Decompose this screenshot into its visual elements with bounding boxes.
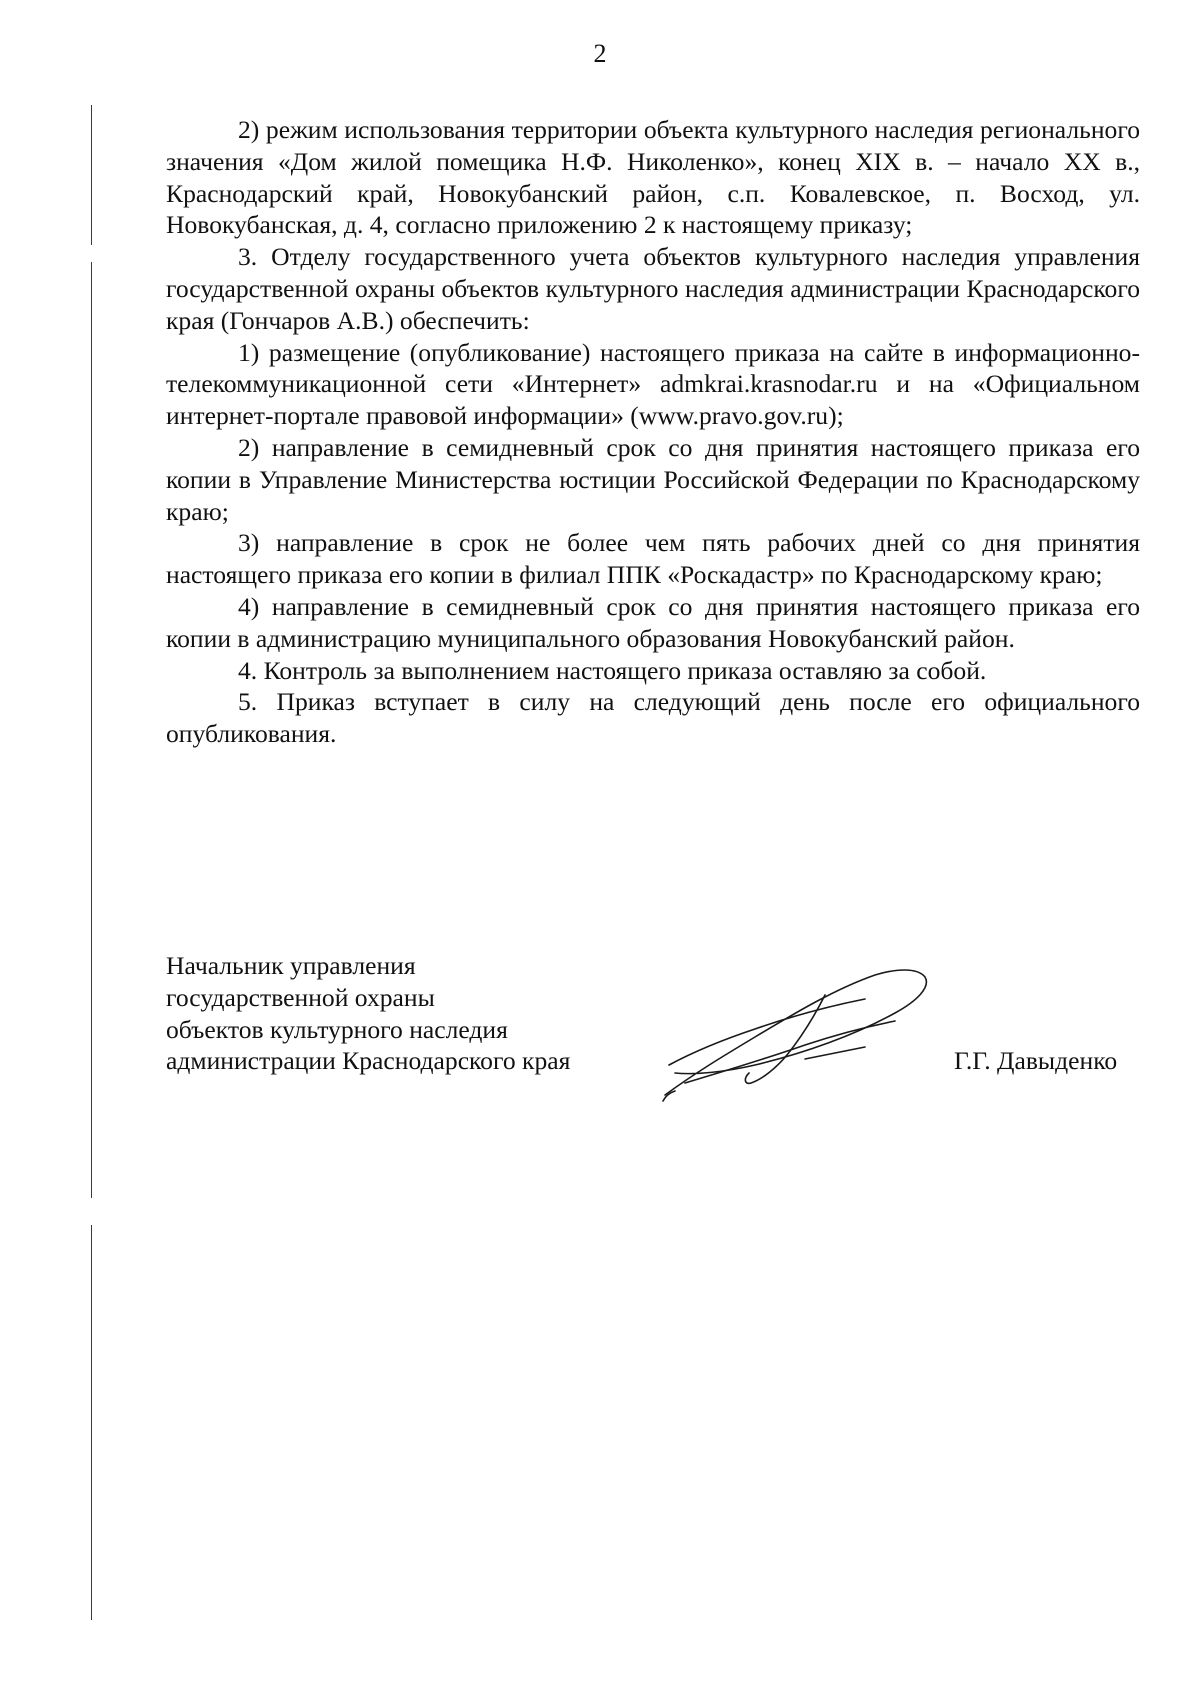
page-number: 2 <box>593 39 607 68</box>
paragraph-subitem-3-roskadastr: 3) направление в срок не более чем пять рабочих дней со дня принятия настоящего приказа его копии в филиал ППК «Роскадастр» по Краснодарскому краю; <box>166 528 1140 590</box>
paragraph-item-3-department: 3. Отделу государственного учета объектов культурного наследия управления государственной охраны объектов культурного наследия администрации Краснодарского края (Гончаров А.В.) обеспечить: <box>166 242 1140 335</box>
signatory-position-line: государственной охраны <box>166 982 435 1012</box>
paragraph-item-5-effect: 5. Приказ вступает в силу на следующий день после его официального опубликования. <box>166 687 1140 749</box>
signatory-position-line: объектов культурного наследия <box>166 1014 508 1044</box>
handwritten-signature <box>655 955 935 1105</box>
signatory-position-line: Начальник управления <box>166 951 416 980</box>
margin-line-top <box>91 105 92 245</box>
paragraph-item-4-control: 4. Контроль за выполнением настоящего приказа оставляю за собой. <box>238 655 987 685</box>
signatory-position <box>166 950 570 1077</box>
paragraph-subitem-2-ministry: 2) направление в семидневный срок со дня принятия настоящего приказа его копии в Управление Министерства юстиции Российской Федерации по Краснодарскому краю; <box>166 432 1140 526</box>
margin-line-bottom <box>91 1225 92 1620</box>
signatory-position-line: администрации Краснодарского края <box>166 1046 571 1076</box>
signatory-name: Г.Г. Давыденко <box>954 1046 1118 1075</box>
paragraph-subitem-1-publication: 1) размещение (опубликование) настоящего приказа на сайте в информационно-телекоммуникационной сети «Интернет» admkrai.krasnodar.ru и на «Официальном интернет-портале правовой информации» (www.pravo.gov.ru); <box>166 337 1140 431</box>
margin-line-middle <box>91 262 92 1198</box>
paragraph-item-2-regime: 2) режим использования территории объекта культурного наследия регионального значения «Дом жилой помещика Н.Ф. Николенко», конец XIX в. – начало XX в., Краснодарский край, Новокубанский район, с.п. Ковалевское, п. Восход, ул. Новокубанская, д. 4, согласно приложению 2 к настоящему приказу; <box>166 115 1140 240</box>
paragraph-subitem-4-municipality: 4) направление в семидневный срок со дня принятия настоящего приказа его копии в администрацию муниципального образования Новокубанский район. <box>166 591 1140 653</box>
document-body <box>166 114 1140 750</box>
